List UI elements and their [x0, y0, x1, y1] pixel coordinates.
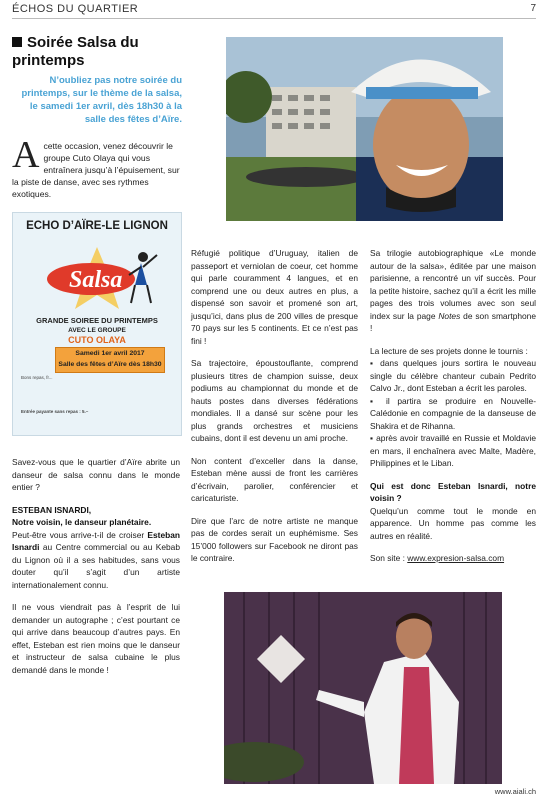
col1-paragraph-3: Il ne vous viendrait pas à l’esprit de lui demander un autographe ; c’est pourtant ce qui arrive dans beaucoup d’autres pays. En effet, Esteban est rien moins que le danseur et instructeur de salsa cubaine le plus demandé dans le monde ! — [12, 602, 180, 675]
poster-date-box — [55, 347, 165, 373]
col3-question-heading: Qui est donc Esteban Isnardi, notre voisin ? — [370, 480, 536, 503]
poster-fine-print-1: Bons repas, fr... — [21, 375, 53, 380]
col1-subheading: Notre voisin, le danseur planétaire. — [12, 517, 152, 527]
page-number: 7 — [530, 3, 536, 14]
poster-logo-text: Salsa — [69, 267, 123, 293]
poster-fine-print-2: Entrée payante sans repas : 5.– — [21, 409, 89, 414]
col2-paragraph-2: Sa trajectoire, époustouflante, comprend plusieurs titres de champion suisse, deux podiums au championnat du monde et de hauts postes dans diverses fédérations mondiales. Il a dansé sur scène pour les plus grands orchestres et musiciens cubains, dont il est devenu un ami proche. — [191, 358, 358, 443]
poster-band-name: CUTO OLAYA — [68, 335, 126, 345]
col2-paragraph-3: Non content d’exceller dans la danse, Esteban mène aussi de front les carrières d’écrivain, parolier, conférencier et caricaturiste. — [191, 455, 358, 503]
footer-url[interactable]: www.aiali.ch — [494, 787, 536, 796]
column-1 — [12, 456, 180, 686]
col2-paragraph-4: Dire que l’arc de notre artiste ne manque pas de cordes serait un euphémisme. Ses 15’000 followers sur Facebook ne diront pas le contraire. — [191, 515, 358, 563]
col3-answer: Quelqu’un comme tout le monde en apparence. Un homme pas comme les autres en réalité. — [370, 505, 536, 541]
col1-paragraph-2: Peut-être vous arrive-t-il de croiser Esteban Isnardi au Centre commercial ou au Kebab du Lignon où il a ses habitudes, sans vous douter qu’il s’agit d’un artiste internationalement connu. — [12, 529, 180, 590]
header-rule — [12, 18, 536, 19]
salsa-logo-illustration — [23, 241, 171, 311]
article-intro — [12, 134, 182, 200]
poster-title: ECHO D’AÏRE-LE LIGNON — [26, 220, 168, 232]
section-header: ÉCHOS DU QUARTIER — [12, 3, 139, 15]
article-title — [12, 34, 182, 70]
poster-fine-print — [21, 375, 173, 415]
article-title-text: Soirée Salsa du printemps — [12, 34, 139, 69]
col3-bullet-3: ▪ après avoir travaillé en Russie et Moldavie en mars, il enchaînera avec Malte, Madère, Philippines et le Liban. — [370, 433, 536, 468]
poster-date: Samedi 1er avril 2017 — [75, 350, 145, 357]
intro-text: cette occasion, venez découvrir le groupe Cuto Olaya qui vous entraînera jusqu’à l’épuisement, sur la piste de danse, avec ses rythmes exotiques. — [12, 141, 180, 199]
portrait-photo — [226, 37, 503, 221]
col1-paragraph-1: Savez-vous que le quartier d’Aïre abrite un danseur de salsa connu dans le monde entier ? — [12, 457, 180, 492]
event-poster — [12, 212, 182, 436]
drop-cap: A — [12, 134, 40, 176]
article-lead: N’oubliez pas notre soirée du printemps, sur le thème de la salsa, le samedi 1er avril, dès 18h30 à la salle des fêtes d’Aïre. — [21, 75, 182, 125]
col3-site: Son site : www.expresion-salsa.com — [370, 553, 505, 563]
square-bullet-icon — [12, 37, 22, 47]
col3-bullet-1: ▪ dans quelques jours sortira le nouveau single du célèbre chanteur cubain Pedrito Calvo Jr., dont Esteban a écrit les paroles. — [370, 358, 536, 393]
column-2 — [191, 247, 358, 575]
col3-bullet-2: ▪ il partira se produire en Nouvelle-Calédonie en compagnie de la danseuse de Shakira et de Rihanna. — [370, 395, 536, 431]
dancer-photo — [224, 592, 502, 784]
col2-paragraph-1: Réfugié politique d’Uruguay, italien de passeport et verniolan de coeur, cet homme qui parle couramment 4 langues, et en comprend une ou deux autres en plus, a dispensé son savoir et promené son art, jusqu’ici, dans plus de 200 villes de presque 70 pays sur les 5 continents. Et ce n’est pas fini ! — [191, 248, 358, 346]
poster-with-group: AVEC LE GROUPE — [68, 327, 126, 334]
column-3 — [370, 247, 536, 575]
website-link[interactable]: www.expresion-salsa.com — [407, 553, 505, 563]
poster-event-name: GRANDE SOIREE DU PRINTEMPS — [36, 316, 158, 325]
col3-list-intro: La lecture de ses projets donne le tournis : — [370, 345, 528, 356]
poster-venue: Salle des fêtes d’Aïre dès 18h30 — [58, 361, 162, 368]
col1-heading: ESTEBAN ISNARDI, — [12, 504, 92, 515]
col3-paragraph-1: Sa trilogie autobiographique «Le monde autour de la salsa», éditée par une maison parisienne, a rencontré un vif succès. Pour la petite histoire, sachez qu’il a écrit les mille pages des trois volumes avec son seul index sur la page Notes de son smartphone ! — [370, 248, 536, 333]
